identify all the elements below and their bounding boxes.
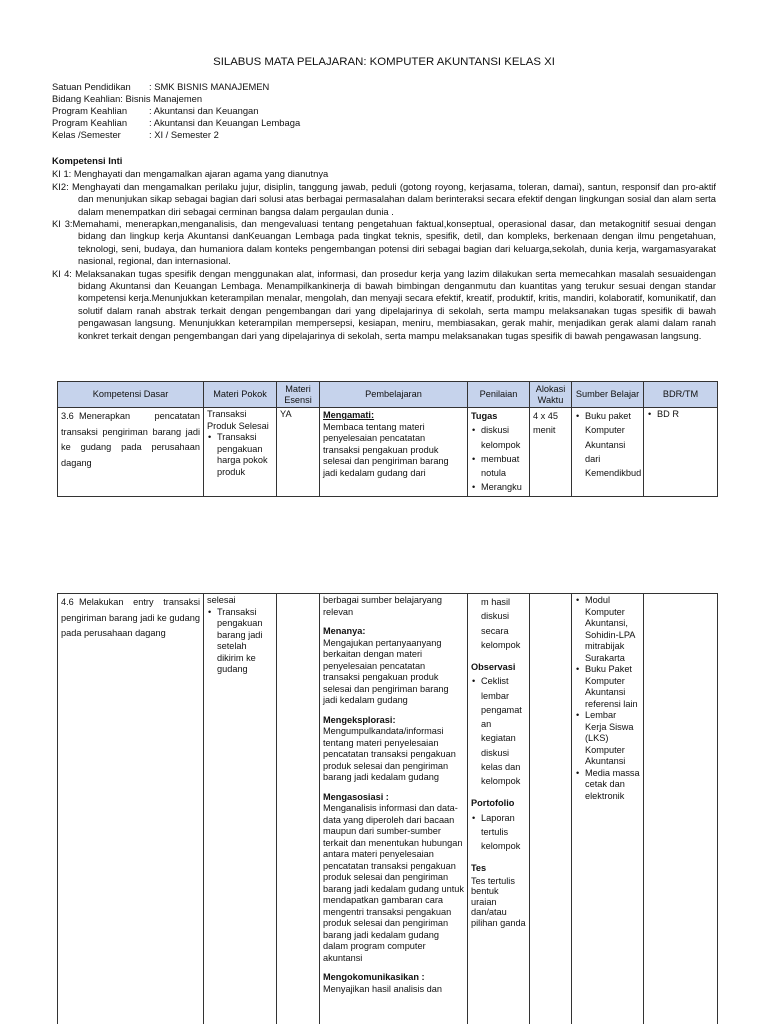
column-header: Penilaian xyxy=(468,382,530,408)
sumber-belajar-cell xyxy=(572,594,644,1024)
penilaian-heading: Observasi xyxy=(471,662,516,672)
list-item: • Ceklist lembar pengamat an kegiatan diskusi kelas dan kelompok xyxy=(471,674,526,788)
penilaian-heading: Portofolio xyxy=(471,798,515,809)
ki-paragraph: KI2: Menghayati dan mengamalkan perilaku jujur, disiplin, tanggung jawab, peduli (gotong royong, kerjasama, toleran, damai), santun, responsif dan pro-aktif dan menunjukan sikap sebagai bagian dari solusi atas berbagai permasalahan dalam berinteraksi secara efektif dengan lingkungan sosial dan alam serta dalam menempatkan diri sebagai cerminan bangsa dalam pergaulan dunia . xyxy=(52,180,716,217)
penilaian-heading: Tugas xyxy=(471,411,498,421)
pembelajaran-heading: Mengasosiasi : xyxy=(323,791,389,802)
column-header: Alokasi Waktu xyxy=(530,382,572,408)
identity-label: Kelas /Semester xyxy=(52,129,121,140)
column-header: Kompetensi Dasar xyxy=(58,382,204,408)
list-item: • Laporan tertulis kelompok xyxy=(471,811,526,854)
ki-paragraph: KI 3:Memahami, menerapkan,menganalisis, dan mengevaluasi tentang pengetahuan faktual,konseptual, operasional dasar, dan metakognitif sesuai dengan bidang dan lingkup kerja Akuntansi danKeuangan Lembaga pada tingkat teknis, spesifik, detil, dan kompleks, berkenaan dengan ilmu pengetahuan, teknologi, seni, budaya, dan humaniora dalam konteks pengembangan potensi diri sebagai bagian dari keluarga,sekolah, dunia kerja, wargamasyarakat nasional, regional, dan internasional. xyxy=(52,218,716,267)
identity-value: : SMK BISNIS MANAJEMEN xyxy=(149,81,270,92)
syllabus-table xyxy=(57,381,718,497)
identity-value: : Akuntansi dan Keuangan Lembaga xyxy=(149,117,301,128)
column-header: Sumber Belajar xyxy=(572,382,644,408)
table-row xyxy=(58,408,718,497)
kompetensi-inti-heading: Kompetensi Inti xyxy=(52,155,123,166)
identity-value: : Akuntansi dan Keuangan xyxy=(149,105,259,116)
kompetensi-dasar-cell xyxy=(58,594,204,1024)
pembelajaran-heading: Mengokomunikasikan : xyxy=(323,972,425,982)
column-header: Materi Pokok xyxy=(204,382,277,408)
kd-number: 3.6 xyxy=(61,411,74,421)
penilaian-cell xyxy=(468,594,530,1024)
materi-esensi-cell xyxy=(277,594,320,1024)
pembelajaran-heading: Menanya: xyxy=(323,626,366,636)
identity-value: : XI / Semester 2 xyxy=(149,129,219,140)
kd-number: 4.6 xyxy=(61,597,74,607)
materi-esensi-cell: YA xyxy=(277,408,320,497)
pembelajaran-heading: Mengamati: xyxy=(323,410,375,420)
materi-heading: selesai xyxy=(207,595,236,605)
ki-paragraph: KI 4: Melaksanakan tugas spesifik dengan menggunakan alat, informasi, dan prosedur kerja yang lazim dilakukan serta memecahkan masalah sesuaidengan bidang Akuntansi dan Keuangan Lembaga. Menampilkankinerja di bawah bimbingan denganmutu dan kuantitas yang terukur sesuai dengan standar kompetensi kerja.Menunjukkan keterampilan menalar, mengolah, dan menyaji secara efektif, kreatif, produktif, kritis, mandiri, kolaboratif, komunikatif, dan solutif dalam ranah abstrak terkait dengan pengembangan dari yang dipelajarinya di sekolah, serta mampu melaksanakan tugas spesifik di bawah pengawasan langsung. Menunjukkan keterampilan mempersepsi, kesiapan, meniru, membiasakan, gerak mahir, menjadikan gerak alami dalam ranah konkret terkait dengan pengembangan dari yang dipelajarinya di sekolah, serta mampu melaksanakan tugas spesifik di bawah pengawasan langsung. xyxy=(52,267,716,341)
list-item: • Lembar Kerja Siswa (LKS) Komputer Akuntansi xyxy=(575,710,640,768)
kd-text: Menerapkan pencatatan transaksi pengiriman barang jadi ke gudang pada perusahaan dagang xyxy=(61,411,200,468)
penilaian-cell xyxy=(468,408,530,497)
identity-block xyxy=(52,81,300,141)
alokasi-waktu-cell xyxy=(530,594,572,1024)
list-item: • BD R xyxy=(647,409,714,421)
bdr-tm-cell xyxy=(644,594,718,1024)
list-item: • membuat notula xyxy=(471,452,526,481)
table-row xyxy=(58,594,718,1024)
column-header: Pembelajaran xyxy=(320,382,468,408)
pembelajaran-text: Menyajikan hasil analisis dan xyxy=(323,983,442,994)
pembelajaran-cell xyxy=(320,408,468,497)
list-item: • Buku Paket Komputer Akuntansi referensi lain xyxy=(575,664,640,710)
list-item: • Buku paket Komputer Akuntansi dari Kemendikbud xyxy=(575,409,640,480)
pembelajaran-text: Mengumpulkandata/informasi tentang materi penyelesaian pencatatan transaksi pengakuan produk selesai dan pengiriman barang jadi kedalam gudang xyxy=(323,726,456,782)
list-item: • Transaksi pengakuan harga pokok produk xyxy=(207,432,273,478)
syllabus-table-continued xyxy=(57,593,718,1024)
list-item: • diskusi kelompok xyxy=(471,423,526,452)
column-header: BDR/TM xyxy=(644,382,718,408)
pembelajaran-text: Menganalisis informasi dan data-data yang diperoleh dari bacaan maupun dari sumber-sumber terkait dan menentukan hubungan antara materi penyelesaian pencatatan transaksi pengakuan produk selesai dan pengiriman barang jadi kedalam gudang untuk mendapatkan gambaran cara mengentri transaksi pengakuan produk selesai dan pengiriman barang jadi kedalam gudang dalam program computer akuntansi xyxy=(323,803,464,963)
materi-pokok-cell xyxy=(204,594,277,1024)
penilaian-heading: Tes xyxy=(471,863,487,874)
pembelajaran-cell xyxy=(320,594,468,1024)
table-header-row xyxy=(58,382,718,408)
pembelajaran-text: Mengajukan pertanyaanyang berkaitan dengan materi penyelesaian pencatatan transaksi pengakuan produk selesai dan pengiriman barang jadi kedalam gudang xyxy=(323,637,449,705)
sumber-belajar-cell xyxy=(572,408,644,497)
identity-row xyxy=(52,81,300,93)
penilaian-text: m hasil diskusi secara kelompok xyxy=(481,597,521,650)
pembelajaran-heading: Mengeksplorasi: xyxy=(323,714,396,725)
identity-row xyxy=(52,105,300,117)
pembelajaran-text: Membaca tentang materi penyelesaian pencatatan transaksi pengakuan produk selesai dan pengiriman barang jadi kedalam gudang dari xyxy=(323,421,449,478)
bdr-tm-cell xyxy=(644,408,718,497)
kompetensi-inti-section xyxy=(52,155,716,342)
kompetensi-dasar-cell xyxy=(58,408,204,497)
list-item: • Merangku xyxy=(471,480,526,494)
identity-label: Satuan Pendidikan xyxy=(52,81,131,92)
syllabus-title: SILABUS MATA PELAJARAN: KOMPUTER AKUNTANSI KELAS XI xyxy=(213,56,555,68)
alokasi-waktu-cell: 4 x 45 menit xyxy=(530,408,572,497)
pembelajaran-text: berbagai sumber belajaryang relevan xyxy=(323,595,443,617)
ki-paragraph: KI 1: Menghayati dan mengamalkan ajaran agama yang dianutnya xyxy=(52,168,329,180)
list-item: • Transaksi pengakuan barang jadi setelah dikirim ke gudang xyxy=(207,607,273,676)
materi-heading: Transaksi Produk Selesai xyxy=(207,409,269,431)
materi-pokok-cell xyxy=(204,408,277,497)
identity-label: Bidang Keahlian: Bisnis Manajemen xyxy=(52,93,203,104)
identity-label: Program Keahlian xyxy=(52,117,128,128)
identity-row xyxy=(52,117,300,129)
identity-label: Program Keahlian xyxy=(52,105,128,116)
kd-text: Melakukan entry transaksi pengiriman barang jadi ke gudang pada perusahaan dagang xyxy=(61,597,200,639)
penilaian-text: Tes tertulis bentuk uraian dan/atau pilihan ganda xyxy=(471,875,526,928)
list-item: • Media massa cetak dan elektronik xyxy=(575,768,640,803)
list-item: • Modul Komputer Akuntansi, Sohidin-LPA mitrabijak Surakarta xyxy=(575,595,640,664)
column-header: Materi Esensi xyxy=(277,382,320,408)
identity-row xyxy=(52,129,300,141)
identity-row xyxy=(52,93,300,105)
